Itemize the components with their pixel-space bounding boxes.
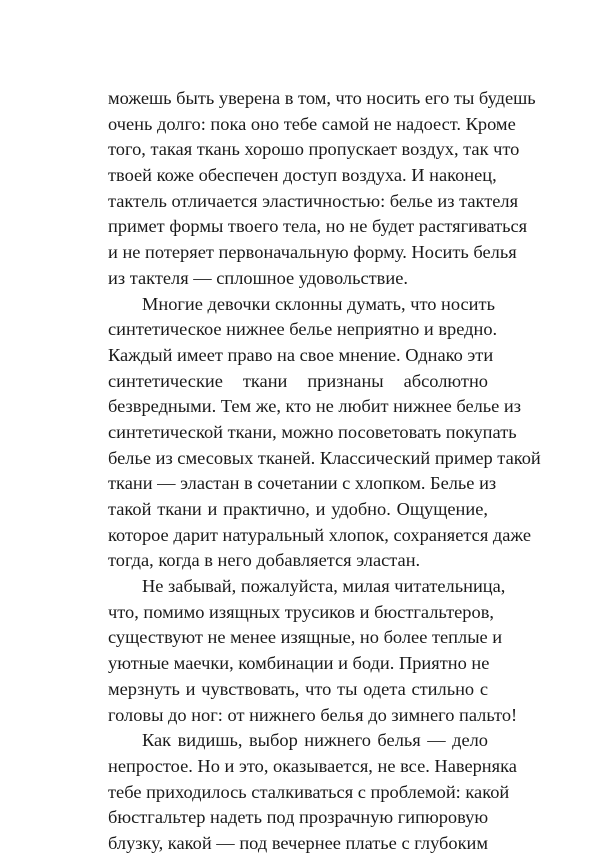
text-line: очень долго: пока оно тебе самой не надоест. Кроме	[108, 113, 516, 134]
text-line: тебе приходилось сталкиваться с проблемой: какой	[108, 781, 510, 802]
text-line: Каждый имеет право на свое мнение. Однако эти	[108, 344, 494, 365]
text-line: непростое. Но и это, оказывается, не все. Наверняка	[108, 755, 517, 776]
text-line: ткани — эластан в сочетании с хлопком. Белье из	[108, 473, 497, 494]
paragraph-warm-garments	[108, 574, 518, 728]
paragraph-tactel-continued	[108, 86, 536, 292]
text-line: существуют не менее изящные, но более теплые и	[108, 627, 503, 648]
text-line: того, такая ткань хорошо пропускает воздух, так что	[108, 139, 520, 160]
text-line: которое дарит натуральный хлопок, сохраняется даже	[108, 524, 532, 545]
text-line: твоей коже обеспечен доступ воздуха. И наконец,	[108, 165, 497, 186]
text-line: примет формы твоего тела, но не будет растягиваться	[108, 216, 528, 237]
text-line: из тактеля — сплошное удовольствие.	[108, 267, 408, 288]
text-line: Как видишь, выбор нижнего белья — дело	[142, 730, 488, 751]
text-line: уютные маечки, комбинации и боди. Приятно не	[108, 653, 490, 674]
text-line: бюстгальтер надеть под прозрачную гипюровую	[108, 807, 489, 828]
text-line: головы до ног: от нижнего белья до зимнего пальто!	[108, 704, 518, 725]
text-line: Многие девочки склонны думать, что носить	[142, 293, 495, 314]
text-line: синтетические ткани признаны абсолютно	[108, 370, 488, 391]
text-line: синтетической ткани, можно посоветовать покупать	[108, 421, 517, 442]
text-line: синтетическое нижнее белье неприятно и вредно.	[108, 319, 498, 340]
text-line: такой ткани и практично, и удобно. Ощущение,	[108, 499, 488, 519]
text-line: можешь быть уверена в том, что носить его ты будешь	[108, 88, 536, 108]
text-line: безвредными. Тем же, кто не любит нижнее белье из	[108, 396, 522, 417]
text-line: что, помимо изящных трусиков и бюстгальтеров,	[108, 601, 494, 622]
text-line: тогда, когда в него добавляется эластан.	[108, 550, 421, 571]
text-line: Не забывай, пожалуйста, милая читательница,	[142, 576, 506, 597]
paragraph-synthetic-fabrics	[108, 292, 541, 575]
paragraph-choosing-underwear	[108, 728, 517, 856]
text-line: и не потеряет первоначальную форму. Носить белья	[108, 242, 517, 263]
body-text	[108, 86, 541, 857]
text-line: блузку, какой — под вечернее платье с глубоким	[108, 832, 488, 853]
text-line: тактель отличается эластичностью: белье из тактеля	[108, 190, 519, 211]
text-line: мерзнуть и чувствовать, что ты одета стильно с	[108, 678, 488, 699]
text-line: белье из смесовых тканей. Классический пример такой	[108, 447, 541, 468]
